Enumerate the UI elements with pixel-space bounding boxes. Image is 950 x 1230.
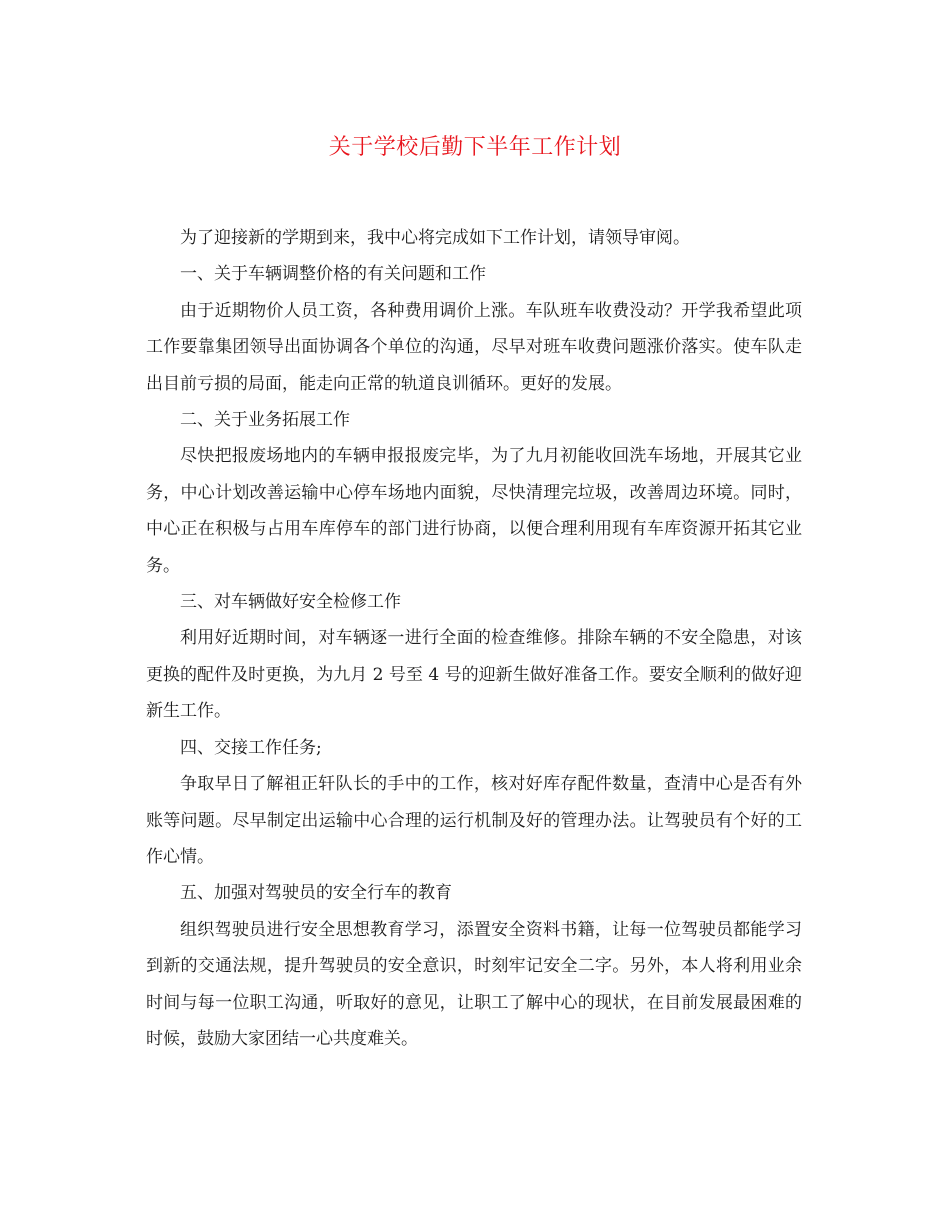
paragraph-section-2: 尽快把报废场地内的车辆申报报废完毕，为了九月初能收回洗车场地，开展其它业务，中心计划改善运输中心停车场地内面貌，尽快清理完垃圾，改善周边环境。同时，中心正在积极与占用车库停车的部门进行协商，以便合理利用现有车库资源开拓其它业务。: [146, 446, 802, 576]
paragraph-section-3: 利用好近期时间，对车辆逐一进行全面的检查维修。排除车辆的不安全隐患，对该更换的配件及时更换，为九月 2 号至 4 号的迎新生做好准备工作。要安全顺利的做好迎新生工作。: [146, 628, 802, 722]
paragraph-section-1: 由于近期物价人员工资，各种费用调价上涨。车队班车收费没动？开学我希望此项工作要靠集团领导出面协调各个单位的沟通，尽早对班车收费问题涨价落实。使车队走出目前亏损的局面，能走向正常的轨道良训循环。更好的发展。: [146, 300, 802, 394]
section-heading-3: 三、对车辆做好安全检修工作: [180, 592, 401, 613]
section-heading-4: 四、交接工作任务;: [180, 737, 322, 758]
section-heading-5: 五、加强对驾驶员的安全行车的教育: [180, 883, 452, 904]
document-title: 关于学校后勤下半年工作计划: [328, 135, 622, 160]
document-body: [146, 220, 802, 1057]
paragraph-section-4: 争取早日了解祖正轩队长的手中的工作，核对好库存配件数量，查清中心是否有外账等问题。尽早制定出运输中心合理的运行机制及好的管理办法。让驾驶员有个好的工作心情。: [146, 774, 802, 867]
section-heading-2: 二、关于业务拓展工作: [180, 410, 350, 431]
paragraph-section-5: 组织驾驶员进行安全思想教育学习，添置安全资料书籍，让每一位驾驶员都能学习到新的交通法规，提升驾驶员的安全意识，时刻牢记安全二字。另外，本人将利用业余时间与每一位职工沟通，听取好的意见，让职工了解中心的现状，在目前发展最困难的时候，鼓励大家团结一心共度难关。: [146, 919, 802, 1049]
paragraph-intro: 为了迎接新的学期到来，我中心将完成如下工作计划，请领导审阅。: [180, 228, 690, 248]
section-heading-1: 一、关于车辆调整价格的有关问题和工作: [180, 264, 486, 285]
